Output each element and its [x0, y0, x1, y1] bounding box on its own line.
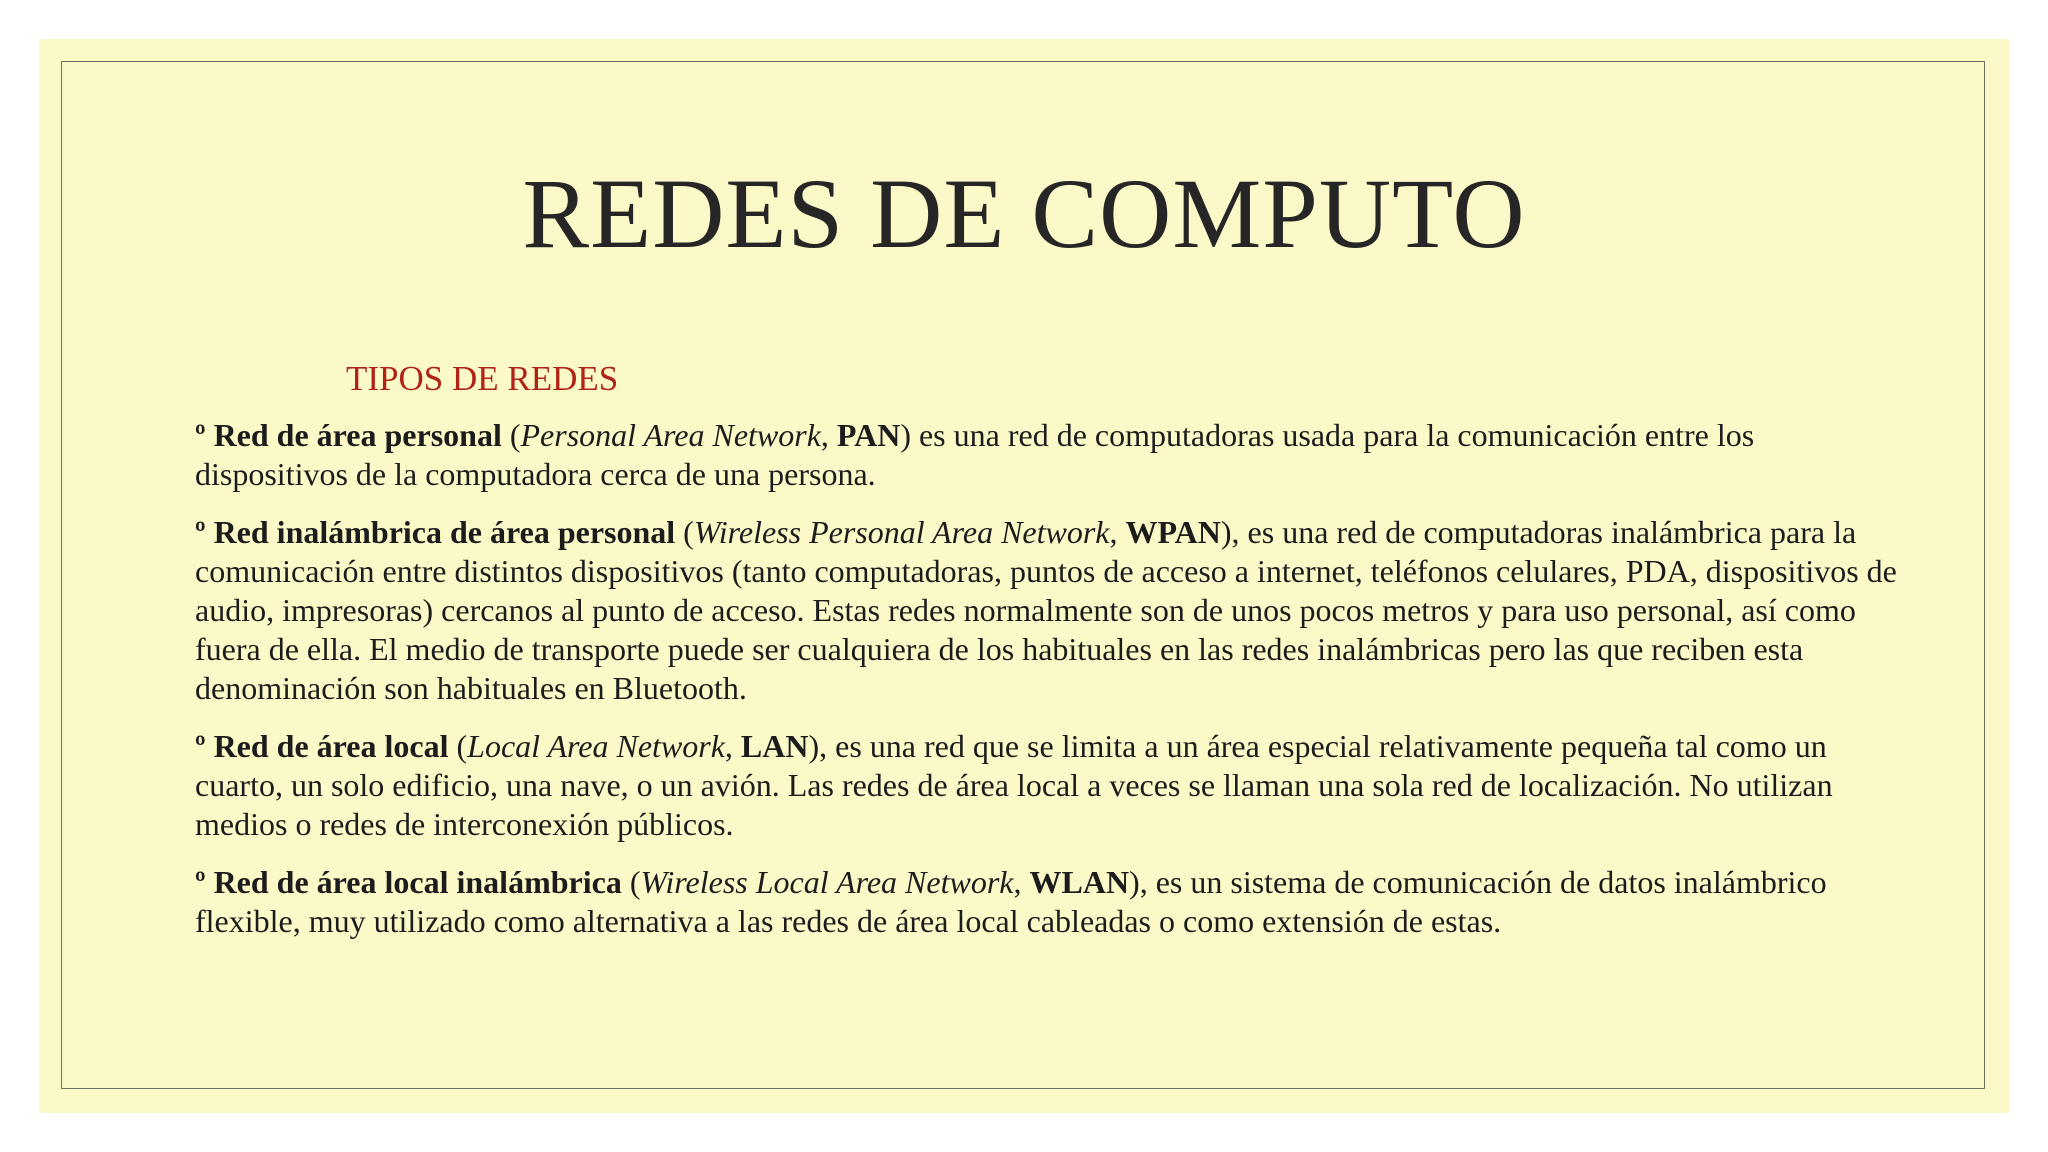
separator: , [820, 417, 837, 453]
bullet: º [195, 728, 214, 764]
acronym: PAN [836, 417, 901, 453]
term: Red de área local inalámbrica [213, 864, 622, 900]
term: Red de área personal [213, 417, 502, 453]
slide-subtitle: TIPOS DE REDES [346, 359, 619, 398]
list-item-lan [195, 727, 1915, 844]
bullet: º [195, 864, 214, 900]
open-paren: ( [501, 417, 521, 453]
separator: , [1109, 514, 1126, 550]
list-item-wlan [195, 863, 1915, 941]
slide-title: REDES DE COMPUTO [522, 158, 1526, 269]
english-name: Wireless Local Area Network [640, 864, 1014, 900]
acronym: LAN [740, 728, 809, 764]
open-paren: ( [675, 514, 694, 550]
description: ), es un sistema de comunicación de datos inalámbrico flexible, muy utilizado como alternativa a las redes de área local cableadas o como extensión de estas. [195, 864, 1827, 939]
list-item-pan [195, 416, 1915, 494]
bullet: º [195, 417, 214, 453]
open-paren: ( [448, 728, 468, 764]
term: Red de área local [213, 728, 449, 764]
description: ) es una red de computadoras usada para la comunicación entre los dispositivos de la computadora cerca de una persona. [195, 417, 1755, 492]
description: ), es una red de computadoras inalámbrica para la comunicación entre distintos dispositivos (tanto computadoras, puntos de acceso a internet, teléfonos celulares, PDA, dispositivos de audio, impresoras) cercanos al punto de acceso. Estas redes normalmente son de unos pocos metros y para uso personal, así como fuera de ella. El medio de transporte puede ser cualquiera de los habituales en las redes inalámbricas pero las que reciben esta denominación son habituales en Bluetooth. [195, 514, 1897, 706]
separator: , [1013, 864, 1030, 900]
list-item-wpan [195, 513, 1915, 708]
acronym: WPAN [1125, 514, 1221, 550]
english-name: Personal Area Network [520, 417, 821, 453]
english-name: Wireless Personal Area Network [693, 514, 1110, 550]
english-name: Local Area Network [467, 728, 725, 764]
term: Red inalámbrica de área personal [213, 514, 676, 550]
bullet: º [195, 514, 214, 550]
open-paren: ( [621, 864, 641, 900]
network-types-list [195, 416, 1915, 960]
acronym: WLAN [1029, 864, 1130, 900]
description: ), es una red que se limita a un área especial relativamente pequeña tal como un cuarto, un solo edificio, una nave, o un avión. Las redes de área local a veces se llaman una sola red de localización. No utilizan medios o redes de interconexión públicos. [195, 728, 1833, 842]
slide [39, 39, 2009, 1113]
separator: , [724, 728, 741, 764]
